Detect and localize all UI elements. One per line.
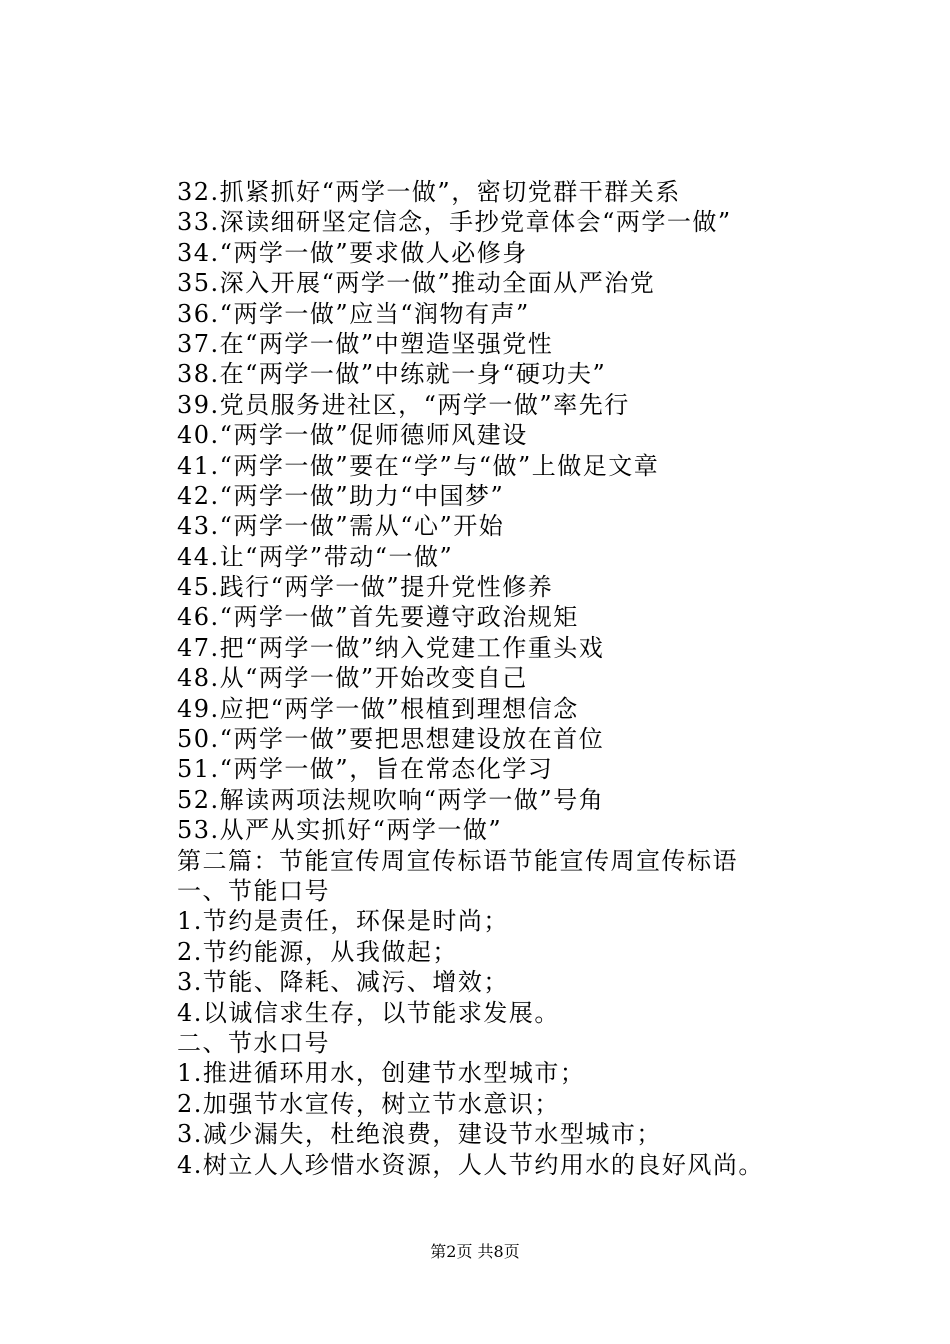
text-line: 二、节水口号: [177, 1028, 330, 1057]
text-line: 47.把“两学一做”纳入党建工作重头戏: [177, 633, 605, 662]
text-line: 4.以诚信求生存，以节能求发展。: [177, 998, 560, 1027]
text-line: 1.节约是责任，环保是时尚；: [177, 907, 509, 936]
text-line: 33.深读细研坚定信念，手抄党章体会“两学一做”: [177, 208, 732, 237]
text-line: 2.节约能源，从我做起；: [177, 937, 458, 966]
text-line: 3.减少漏失，杜绝浪费，建设节水型城市；: [177, 1120, 662, 1149]
text-line: 50.“两学一做”要把思想建设放在首位: [177, 725, 605, 754]
page-footer: 第2页 共8页: [430, 1242, 520, 1261]
text-line: 38.在“两学一做”中练就一身“硬功夫”: [177, 360, 607, 389]
text-line: 第二篇：节能宣传周宣传标语节能宣传周宣传标语: [177, 846, 738, 875]
text-line: 42.“两学一做”助力“中国梦”: [177, 481, 505, 510]
text-line: 36.“两学一做”应当“润物有声”: [177, 299, 530, 328]
text-line: 46.“两学一做”首先要遵守政治规矩: [177, 603, 579, 632]
text-line: 37.在“两学一做”中塑造坚强党性: [177, 329, 554, 358]
text-line: 一、节能口号: [177, 876, 330, 905]
document-body: [177, 177, 877, 1180]
text-line: 43.“两学一做”需从“心”开始: [177, 512, 505, 541]
text-line: 35.深入开展“两学一做”推动全面从严治党: [177, 269, 656, 298]
text-line: 44.让“两学”带动“一做”: [177, 542, 454, 571]
text-line: 39.党员服务进社区，“两学一做”率先行: [177, 390, 630, 419]
text-line: 45.践行“两学一做”提升党性修养: [177, 573, 554, 602]
text-line: 3.节能、降耗、减污、增效；: [177, 968, 509, 997]
text-line: 49.应把“两学一做”根植到理想信念: [177, 694, 579, 723]
text-line: 53.从严从实抓好“两学一做”: [177, 816, 503, 845]
text-line: 1.推进循环用水，创建节水型城市；: [177, 1059, 586, 1088]
text-line: 2.加强节水宣传，树立节水意识；: [177, 1089, 560, 1118]
text-line: 41.“两学一做”要在“学”与“做”上做足文章: [177, 451, 660, 480]
text-line: 34.“两学一做”要求做人必修身: [177, 238, 528, 267]
text-line: 4.树立人人珍惜水资源，人人节约用水的良好风尚。: [177, 1150, 764, 1179]
text-line: 32.抓紧抓好“两学一做”，密切党群干群关系: [177, 178, 681, 206]
text-line: 52.解读两项法规吹响“两学一做”号角: [177, 785, 605, 814]
text-line: 51.“两学一做”，旨在常态化学习: [177, 755, 554, 784]
text-line: 48.从“两学一做”开始改变自己: [177, 664, 528, 693]
text-line: 40.“两学一做”促师德师风建设: [177, 421, 528, 450]
